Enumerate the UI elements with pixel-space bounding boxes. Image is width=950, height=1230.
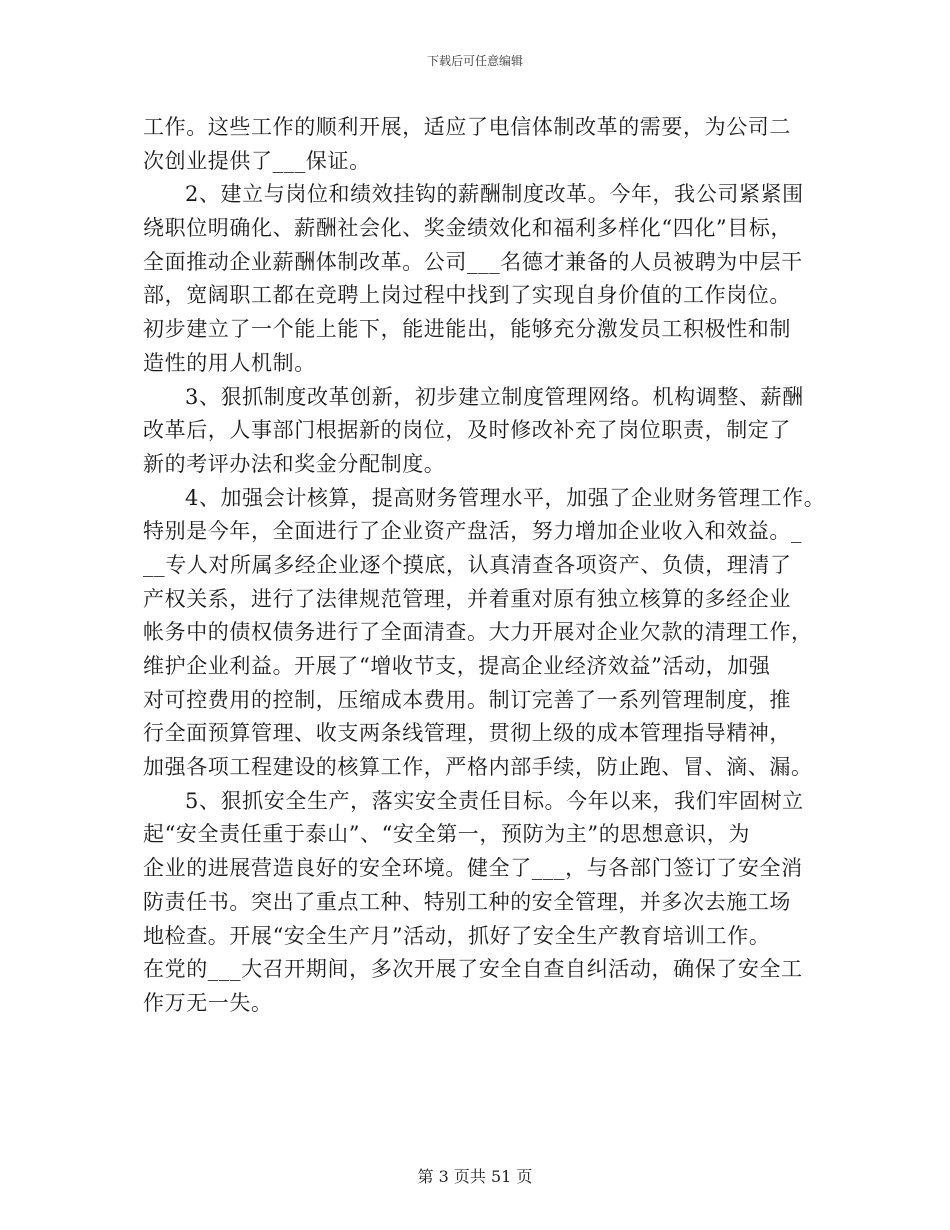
text-line: 在党的___大召开期间，多次开展了安全自查自纠活动，确保了安全工 [143, 957, 803, 982]
text-line: 全面推动企业薪酬体制改革。公司___名德才兼备的人员被聘为中层干 [143, 249, 803, 274]
text-line: 初步建立了一个能上能下，能进能出，能够充分激发员工积极性和制 [143, 317, 791, 342]
text-line: 地检查。开展“安全生产月”活动，抓好了安全生产教育培训工作。 [143, 923, 771, 948]
paragraph-start-line: 2、建立与岗位和绩效挂钩的薪酬制度改革。今年，我公司紧紧围 [185, 182, 804, 207]
paragraph-start-line: 5、狠抓安全生产，落实安全责任目标。今年以来，我们牢固树立 [185, 788, 804, 813]
text-line: 加强各项工程建设的核算工作，严格内部手续，防止跑、冒、滴、漏。 [143, 755, 813, 780]
text-line: 维护企业利益。开展了“增收节支，提高企业经济效益”活动，加强 [143, 654, 771, 678]
text-line: 改革后，人事部门根据新的岗位，及时修改补充了岗位职责，制定了 [143, 418, 791, 443]
text-line: 新的考评办法和奖金分配制度。 [143, 451, 446, 476]
text-line: 行全面预算管理、收支两条线管理，贯彻上级的成本管理指导精神， [143, 721, 791, 746]
page-number: 第 3 页共 51 页 [417, 1167, 533, 1186]
text-line: 起“安全责任重于泰山”、“安全第一，预防为主”的思想意识，为 [143, 822, 750, 847]
text-line: 特别是今年，全面进行了企业资产盘活，努力增加企业收入和效益。_ [143, 519, 803, 544]
text-line: 防责任书。突出了重点工种、特别工种的安全管理，并多次去施工场 [143, 889, 791, 914]
text-line: 帐务中的债权债务进行了全面清查。大力开展对企业欠款的清理工作， [143, 620, 813, 645]
text-line: 部，宽阔职工都在竞聘上岗过程中找到了实现自身价值的工作岗位。 [143, 283, 791, 308]
text-line: 造性的用人机制。 [143, 350, 316, 375]
text-line: 产权关系，进行了法律规范管理，并着重对原有独立核算的多经企业 [143, 586, 791, 611]
text-line: 对可控费用的控制，压缩成本费用。制订完善了一系列管理制度，推 [143, 687, 791, 712]
paragraph-start-line: 4、加强会计核算，提高财务管理水平，加强了企业财务管理工作。 [185, 485, 826, 510]
document-body [143, 111, 826, 1021]
text-line: 企业的进展营造良好的安全环境。健全了___，与各部门签订了安全消 [143, 856, 803, 881]
text-line: 绕职位明确化、薪酬社会化、奖金绩效化和福利多样化“四化”目标， [143, 216, 793, 241]
text-line: 作万无一失。 [143, 990, 273, 1015]
text-line: __专人对所属多经企业逐个摸底，认真清查各项资产、负债，理清了 [143, 552, 792, 577]
page-header: 下载后可任意编辑 [426, 54, 523, 68]
paragraph-start-line: 3、狠抓制度改革创新，初步建立制度管理网络。机构调整、薪酬 [185, 384, 804, 409]
text-line: 次创业提供了___保证。 [143, 148, 371, 173]
text-line: 工作。这些工作的顺利开展，适应了电信体制改革的需要，为公司二 [143, 115, 791, 139]
